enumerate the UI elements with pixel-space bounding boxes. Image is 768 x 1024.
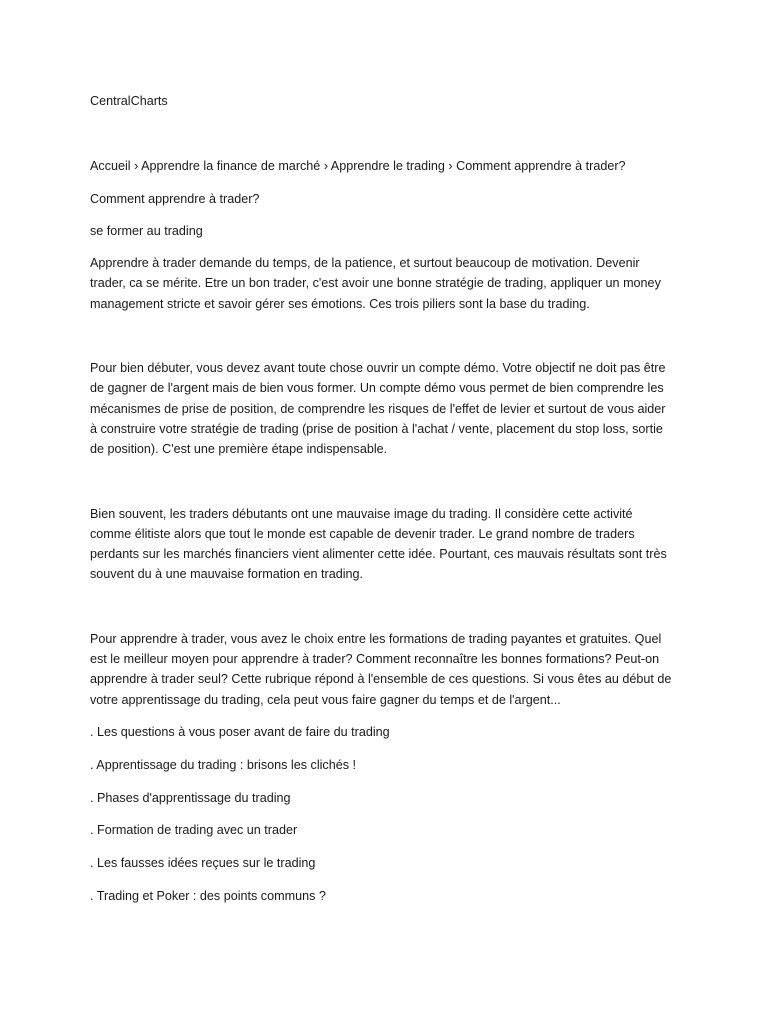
paragraph-1 xyxy=(90,253,682,314)
topic-list-item: . Formation de trading avec un trader xyxy=(90,823,298,838)
topic-list-item: . Les fausses idées reçues sur le trading xyxy=(90,856,316,871)
document-page xyxy=(90,91,682,919)
paragraph-3 xyxy=(90,504,682,585)
page-title: Comment apprendre à trader? xyxy=(90,191,260,206)
paragraph-line: comme élitiste alors que tout le monde est capable de devenir trader. Le grand nombre de traders xyxy=(90,526,635,541)
paragraph-line: Apprendre à trader demande du temps, de la patience, et surtout beaucoup de motivation. Devenir xyxy=(90,256,640,271)
paragraph-line: apprendre à trader seul? Cette rubrique répond à l'ensemble de ces questions. Si vous êtes au début de xyxy=(90,672,672,687)
page-subtitle: se former au trading xyxy=(90,223,203,238)
paragraph-line: Bien souvent, les traders débutants ont une mauvaise image du trading. Il considère cette activité xyxy=(90,506,633,521)
paragraph-line: perdants sur les marchés financiers vient alimenter cette idée. Pourtant, ces mauvais résultats sont très xyxy=(90,547,667,562)
paragraph-line: de position). C'est une première étape indispensable. xyxy=(90,442,388,457)
topic-list-item: . Les questions à vous poser avant de faire du trading xyxy=(90,724,390,739)
paragraph-line: souvent du à une mauvaise formation en trading. xyxy=(90,567,364,582)
paragraph-line: mécanismes de prise de position, de comprendre les risques de l'effet de levier et surtout de vous aider xyxy=(90,401,666,416)
paragraph-line: votre apprentissage du trading, cela peut vous faire gagner du temps et de l'argent... xyxy=(90,692,561,707)
paragraph-line: est le meilleur moyen pour apprendre à trader? Comment reconnaître les bonnes formations? Peut-on xyxy=(90,652,660,667)
paragraph-line: trader, ca se mérite. Etre un bon trader, c'est avoir une bonne stratégie de trading, appliquer un money xyxy=(90,276,661,291)
topic-list xyxy=(90,722,682,906)
topic-list-item: . Trading et Poker : des points communs ? xyxy=(90,888,326,903)
topic-list-item: . Phases d'apprentissage du trading xyxy=(90,790,291,805)
paragraph-line: Pour apprendre à trader, vous avez le choix entre les formations de trading payantes et gratuites. Quel xyxy=(90,631,662,646)
breadcrumb: Accueil › Apprendre la finance de marché › Apprendre le trading › Comment apprendre à trader? xyxy=(90,159,626,174)
paragraph-line: management stricte et savoir gérer ses émotions. Ces trois piliers sont la base du trading. xyxy=(90,296,590,311)
topic-list-item: . Apprentissage du trading : brisons les clichés ! xyxy=(90,757,357,772)
paragraph-line: Pour bien débuter, vous devez avant toute chose ouvrir un compte démo. Votre objectif ne doit pas être xyxy=(90,361,666,376)
paragraph-line: à construire votre stratégie de trading (prise de position à l'achat / vente, placement du stop loss, sortie xyxy=(90,421,663,436)
paragraph-2 xyxy=(90,358,682,459)
paragraph-line: de gagner de l'argent mais de bien vous former. Un compte démo vous permet de bien comprendre les xyxy=(90,381,664,396)
site-title: CentralCharts xyxy=(90,94,168,108)
paragraph-4 xyxy=(90,629,682,710)
